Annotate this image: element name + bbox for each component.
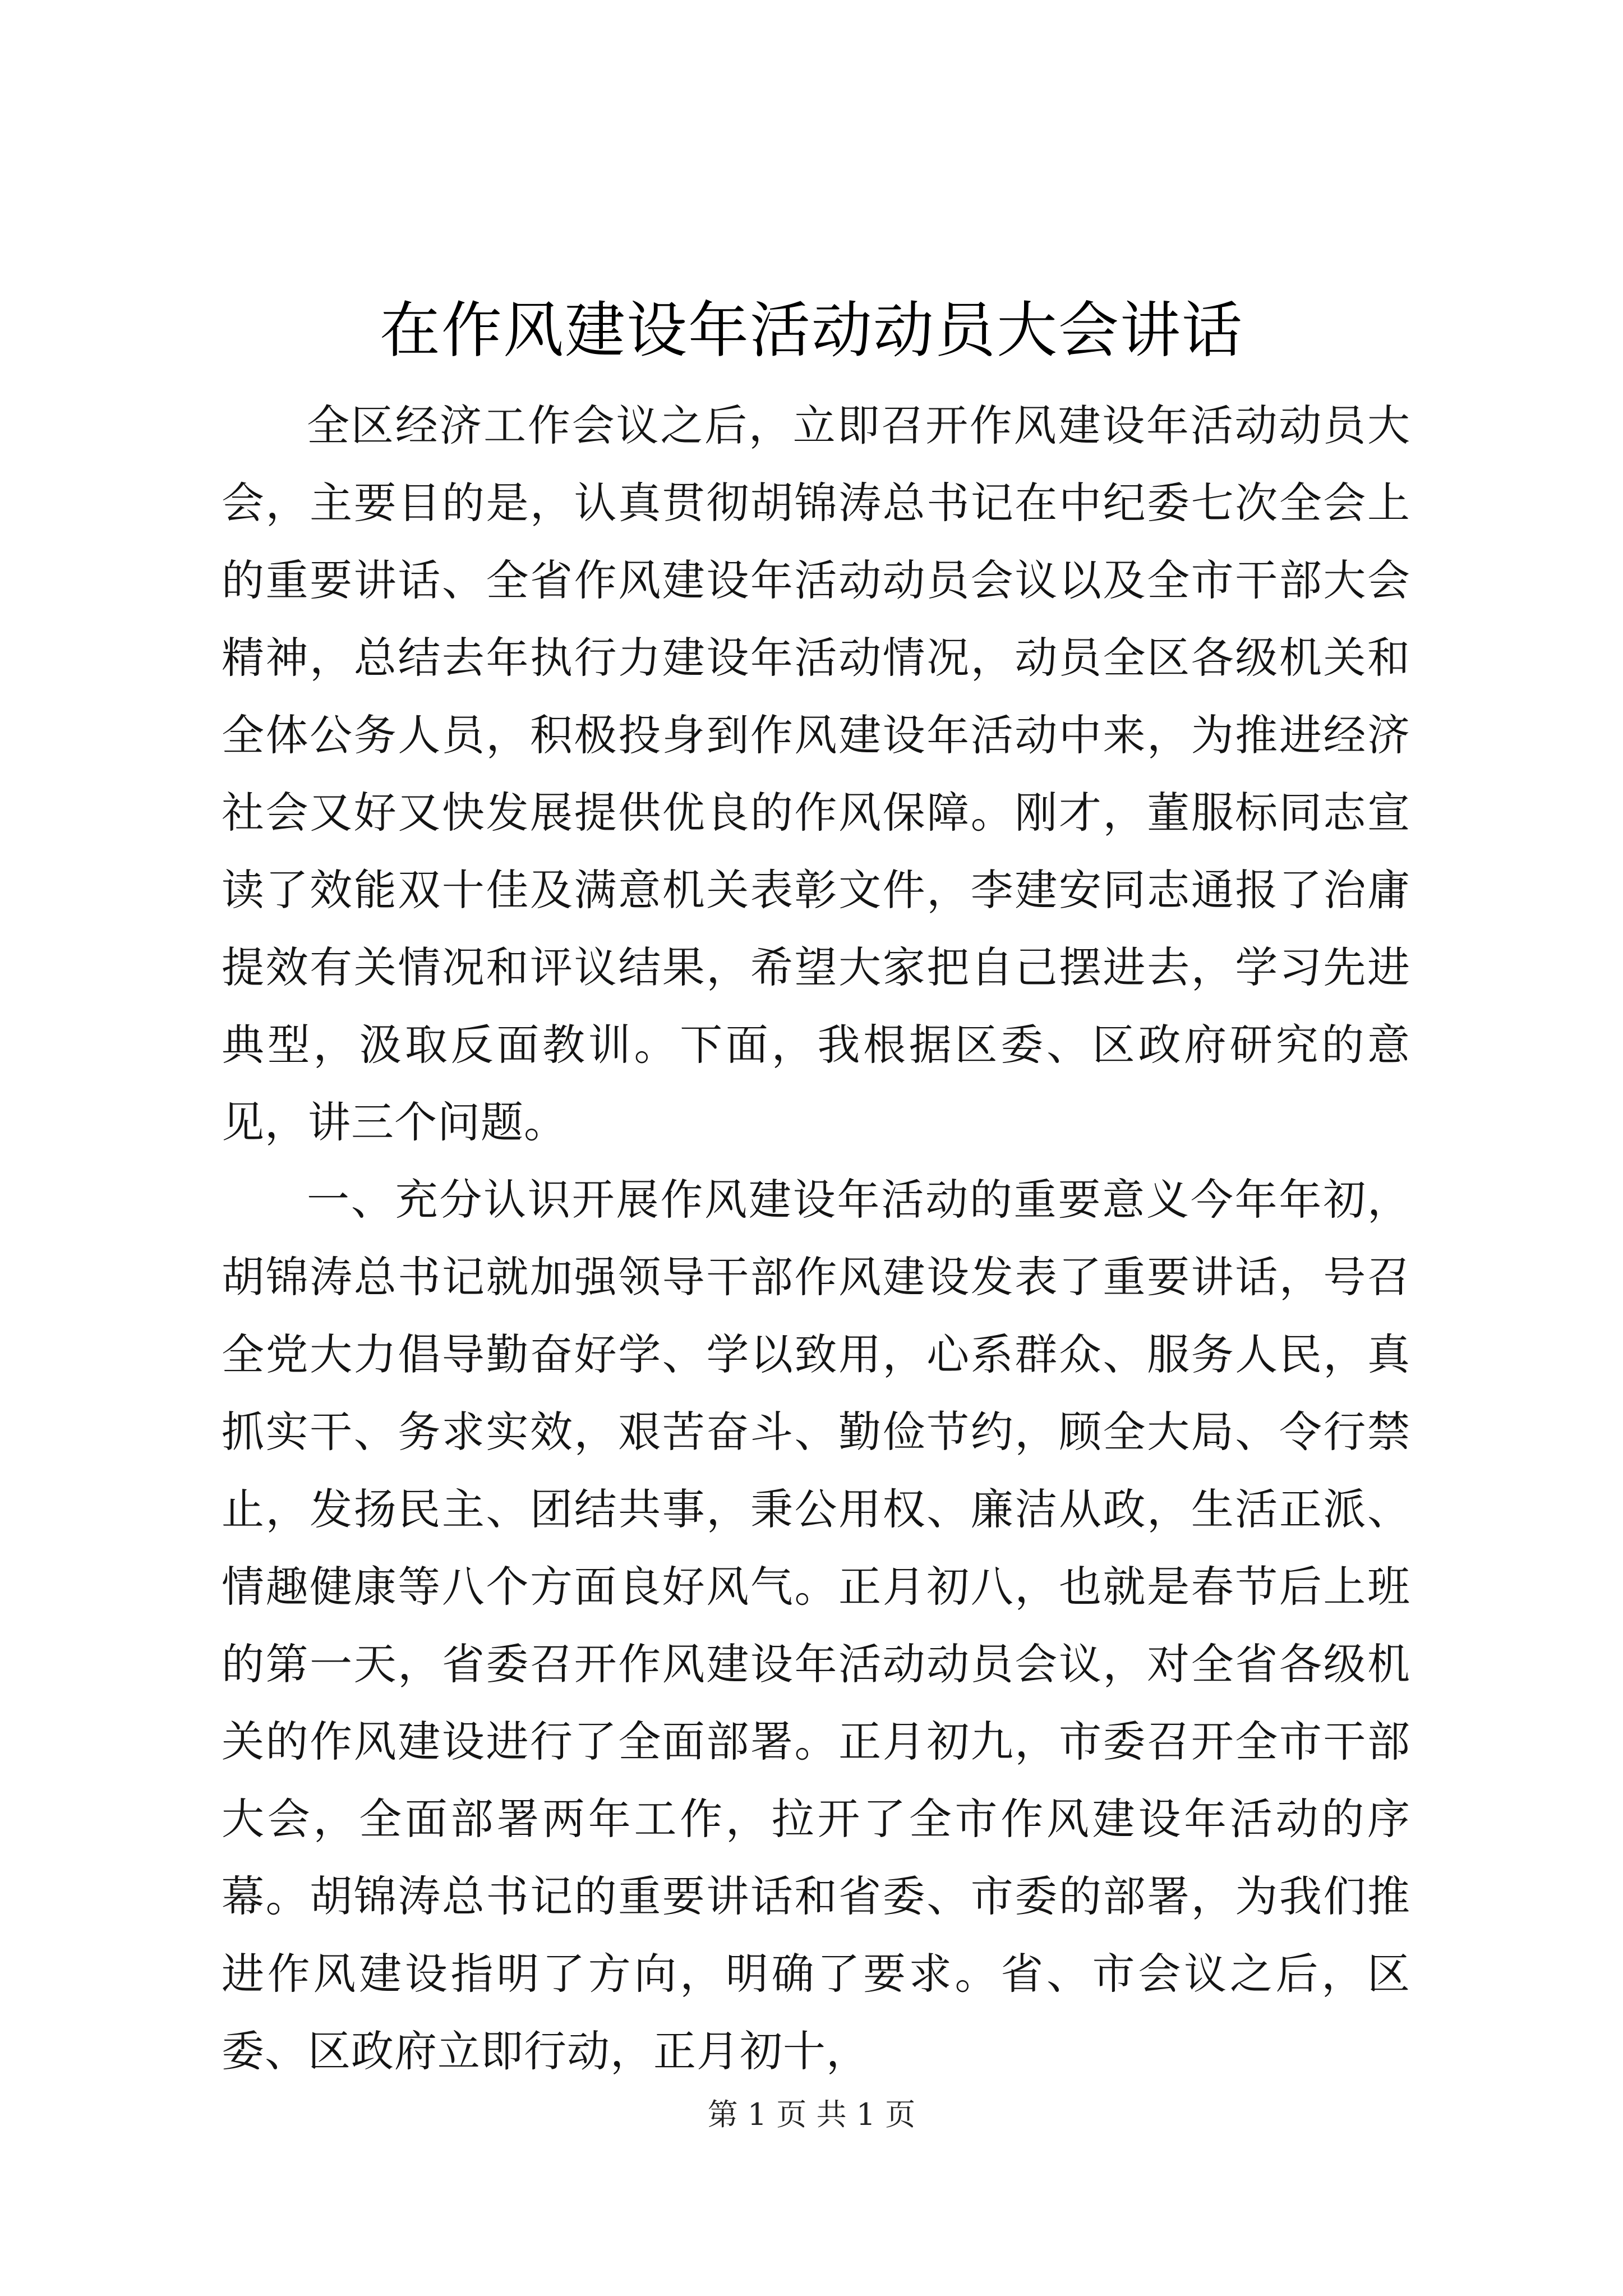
document-title: 在作风建设年活动动员大会讲话 <box>379 296 1243 366</box>
paragraph-intro: 全区经济工作会议之后，立即召开作风建设年活动动员大会，主要目的是，认真贯彻胡锦涛总书记在中纪委七次全会上的重要讲话、全省作风建设年活动动员会议以及全市干部大会精神，总结去年执行力建设年活动情况，动员全区各级机关和全体公务人员，积极投身到作风建设年活动中来，为推进经济社会又好又快发展提供优良的作风保障。刚才，董服标同志宣读了效能双十佳及满意机关表彰文件，李建安同志通报了治庸提效有关情况和评议结果，希望大家把自己摆进去，学习先进典型，汲取反面教训。下面，我根据区委、区政府研究的意见，讲三个问题。 <box>222 401 1410 1147</box>
document-body <box>222 387 1410 2090</box>
paragraph-section-one: 一、充分认识开展作风建设年活动的重要意义今年年初，胡锦涛总书记就加强领导干部作风建设发表了重要讲话，号召全党大力倡导勤奋好学、学以致用，心系群众、服务人民，真抓实干、务求实效，艰苦奋斗、勤俭节约，顾全大局、令行禁止，发扬民主、团结共事，秉公用权、廉洁从政，生活正派、情趣健康等八个方面良好风气。正月初八，也就是春节后上班的第一天，省委召开作风建设年活动动员会议，对全省各级机关的作风建设进行了全面部署。正月初九，市委召开全市干部大会，全面部署两年工作，拉开了全市作风建设年活动的序幕。胡锦涛总书记的重要讲话和省委、市委的部署，为我们推进作风建设指明了方向，明确了要求。省、市会议之后，区委、区政府立即行动，正月初十， <box>222 1175 1410 2076</box>
page-footer: 第 1 页 共 1 页 <box>707 2097 916 2132</box>
